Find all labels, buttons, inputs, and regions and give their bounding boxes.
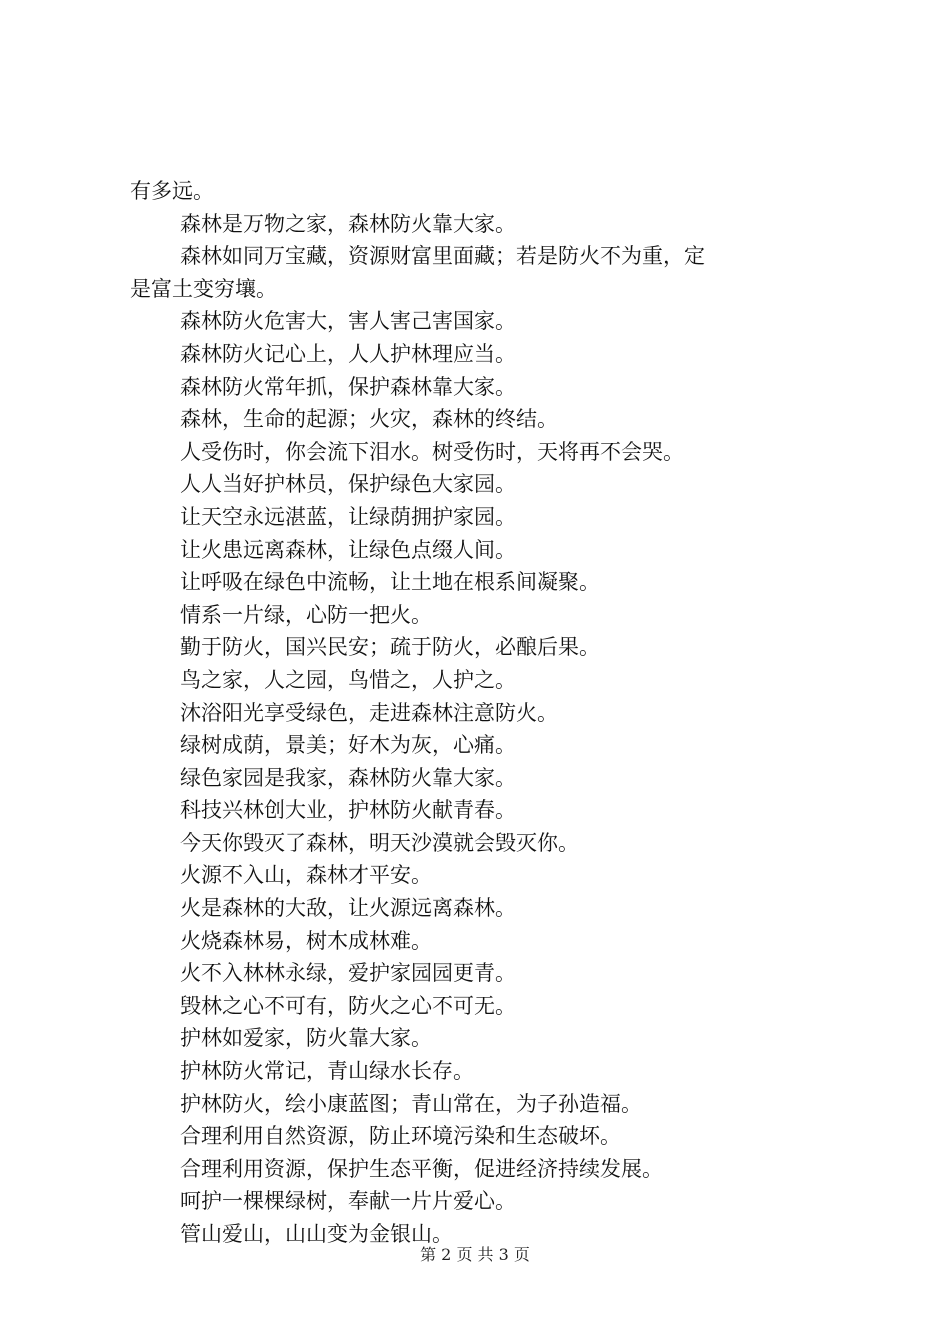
text-line: 是富土变穷壤。 — [130, 276, 277, 301]
text-line: 火是森林的大敌，让火源远离森林。 — [180, 896, 516, 921]
text-line: 毁林之心不可有，防火之心不可无。 — [180, 993, 516, 1018]
text-line: 火源不入山，森林才平安。 — [180, 863, 432, 888]
text-line: 森林是万物之家，森林防火靠大家。 — [180, 211, 516, 236]
text-line: 火烧森林易，树木成林难。 — [180, 928, 432, 953]
text-line: 护林防火，绘小康蓝图；青山常在，为子孙造福。 — [180, 1091, 642, 1116]
text-line: 绿色家园是我家，森林防火靠大家。 — [180, 765, 516, 790]
text-line: 呵护一棵棵绿树，奉献一片片爱心。 — [180, 1189, 516, 1214]
document-body — [130, 175, 830, 1251]
text-line: 护林防火常记，青山绿水长存。 — [180, 1059, 474, 1084]
text-line: 森林防火记心上，人人护林理应当。 — [180, 341, 516, 366]
text-line: 让火患远离森林，让绿色点缀人间。 — [180, 537, 516, 562]
text-line: 今天你毁灭了森林，明天沙漠就会毁灭你。 — [180, 830, 579, 855]
text-line: 人受伤时，你会流下泪水。树受伤时，天将再不会哭。 — [180, 439, 684, 464]
page-footer: 第 2 页 共 3 页 — [420, 1245, 530, 1264]
text-line: 让天空永远湛蓝，让绿荫拥护家园。 — [180, 504, 516, 529]
text-line: 合理利用自然资源，防止环境污染和生态破坏。 — [180, 1124, 621, 1149]
text-line: 森林防火危害大，害人害己害国家。 — [180, 309, 516, 334]
text-line: 管山爱山，山山变为金银山。 — [180, 1222, 453, 1246]
text-line: 合理利用资源，保护生态平衡，促进经济持续发展。 — [180, 1156, 663, 1181]
text-line: 让呼吸在绿色中流畅，让土地在根系间凝聚。 — [180, 570, 600, 595]
text-line: 森林如同万宝藏，资源财富里面藏；若是防火不为重，定 — [180, 244, 705, 269]
text-line: 森林防火常年抓，保护森林靠大家。 — [180, 374, 516, 399]
text-line: 森林，生命的起源；火灾，森林的终结。 — [180, 407, 558, 432]
text-line: 绿树成荫，景美；好木为灰，心痛。 — [180, 733, 516, 758]
text-line: 火不入林林永绿，爱护家园园更青。 — [180, 961, 516, 986]
text-line: 护林如爱家，防火靠大家。 — [180, 1026, 432, 1051]
text-line: 沐浴阳光享受绿色，走进森林注意防火。 — [180, 700, 558, 725]
text-line: 勤于防火，国兴民安；疏于防火，必酿后果。 — [180, 635, 600, 660]
text-line: 人人当好护林员，保护绿色大家园。 — [180, 472, 516, 497]
text-line: 科技兴林创大业，护林防火献青春。 — [180, 798, 516, 823]
text-line: 有多远。 — [130, 179, 214, 203]
text-line: 鸟之家，人之园，鸟惜之，人护之。 — [180, 667, 516, 692]
text-line: 情系一片绿，心防一把火。 — [180, 602, 432, 627]
